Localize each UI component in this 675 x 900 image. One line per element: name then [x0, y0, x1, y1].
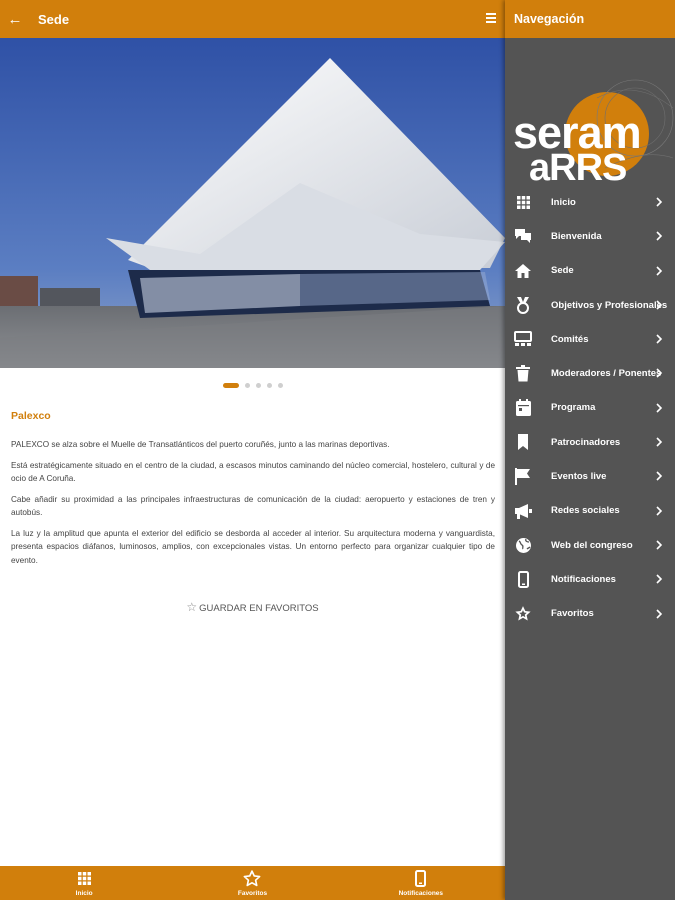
seram-logo: [505, 38, 675, 189]
venue-photo[interactable]: [0, 38, 505, 368]
arrow-left-icon: ←: [7, 10, 23, 28]
nav-item-label: Redes sociales: [551, 505, 620, 517]
description-paragraph: Está estratégicamente situado en el centro de la ciudad, a escasos minutos caminando del núcleo comercial, hostelero, cultural y de ocio de A Coruña.: [11, 460, 495, 483]
nav-item-label: Bienvenida: [551, 230, 602, 242]
venue-description: [11, 410, 495, 574]
venue-title: Palexco: [11, 410, 51, 422]
chevron-right-icon: [653, 608, 665, 620]
nav-item-moderadores[interactable]: [505, 356, 675, 390]
svg-text:aRRS: aRRS: [529, 147, 627, 189]
back-button[interactable]: [1, 0, 29, 38]
nav-item-label: Favoritos: [551, 608, 594, 620]
committee-icon: [513, 329, 533, 349]
nav-item-programa[interactable]: [505, 391, 675, 425]
drawer-menu: [505, 185, 675, 631]
carousel-dot[interactable]: [278, 383, 283, 388]
medal-icon: [513, 295, 533, 315]
chevron-right-icon: [653, 539, 665, 551]
bookmark-icon: [513, 432, 533, 452]
nav-item-label: Sede: [551, 265, 574, 277]
megaphone-icon: [513, 501, 533, 521]
top-app-bar: [0, 0, 505, 38]
chevron-right-icon: [653, 196, 665, 208]
nav-item-notificaciones[interactable]: [505, 562, 675, 596]
chevron-right-icon: [653, 333, 665, 345]
chevron-right-icon: [653, 402, 665, 414]
nav-item-label: Objetivos y Profesionales: [551, 299, 668, 311]
globe-icon: [513, 535, 533, 555]
description-paragraph: La luz y la amplitud que apunta el exterior del edificio se desborda al acceder al interior. Su arquitectura moderna y vanguardista, presenta espacios diáfanos, luminosos, amplios, con excepcionales vistas. Un entorno perfecto para organizar cualquier tipo de evento.: [11, 528, 495, 565]
flag-icon: [513, 467, 533, 487]
chat-icon: [513, 226, 533, 246]
nav-item-bienvenida[interactable]: [505, 219, 675, 253]
star-icon: [513, 604, 533, 624]
page-title: Sede: [38, 11, 70, 27]
nav-item-sede[interactable]: [505, 254, 675, 288]
nav-item-label: Inicio: [551, 196, 576, 208]
carousel-dot[interactable]: [245, 383, 250, 388]
nav-item-web-congreso[interactable]: [505, 528, 675, 562]
calendar-icon: [513, 398, 533, 418]
description-paragraph: PALEXCO se alza sobre el Muelle de Transatlánticos del puerto coruñés, junto a las marinas deportivas.: [11, 440, 390, 449]
description-paragraph: Cabe añadir su proximidad a las principales infraestructuras de comunicación de la ciudad: aeropuerto y estaciones de tren y autobús.: [11, 494, 495, 517]
bottom-nav-label: Favoritos: [237, 889, 268, 897]
trash-icon: [513, 364, 533, 384]
navigation-drawer: [505, 0, 675, 900]
drawer-title: Navegación: [505, 0, 675, 38]
nav-item-patrocinadores[interactable]: [505, 425, 675, 459]
nav-item-favoritos[interactable]: [505, 597, 675, 631]
bottom-nav-label: Notificaciones: [398, 889, 444, 897]
star-outline-icon: ☆: [186, 600, 198, 614]
phone-icon: [415, 870, 426, 888]
chevron-right-icon: [653, 470, 665, 482]
bottom-nav-label: Inicio: [75, 889, 93, 897]
chevron-right-icon: [653, 436, 665, 448]
bottom-nav-notificaciones[interactable]: [337, 866, 505, 900]
chevron-right-icon: [653, 230, 665, 242]
chevron-right-icon: [653, 265, 665, 277]
chevron-right-icon: [653, 299, 665, 311]
bottom-nav-inicio[interactable]: [0, 866, 168, 900]
nav-item-label: Notificaciones: [551, 573, 616, 585]
nav-item-label: Web del congreso: [551, 539, 633, 551]
nav-item-eventos-live[interactable]: [505, 459, 675, 493]
carousel-dot[interactable]: [256, 383, 261, 388]
nav-item-label: Eventos live: [551, 471, 607, 483]
nav-item-label: Programa: [551, 402, 596, 414]
carousel-dot[interactable]: [223, 383, 239, 388]
nav-item-label: Patrocinadores: [551, 436, 621, 448]
nav-item-inicio[interactable]: [505, 185, 675, 219]
nav-item-comites[interactable]: [505, 322, 675, 356]
grid-icon: [513, 192, 533, 212]
star-icon: [243, 870, 261, 888]
save-favorite-label: GUARDAR EN FAVORITOS: [199, 603, 319, 614]
chevron-right-icon: [653, 505, 665, 517]
nav-item-objetivos[interactable]: [505, 288, 675, 322]
svg-text:seram: seram: [513, 107, 641, 158]
menu-icon[interactable]: [486, 13, 496, 23]
nav-item-label: Moderadores / Ponentes: [551, 368, 662, 380]
bottom-nav-favoritos[interactable]: [168, 866, 336, 900]
grid-icon: [78, 870, 91, 888]
nav-item-redes-sociales[interactable]: [505, 494, 675, 528]
bottom-navigation: [0, 866, 505, 900]
carousel-indicator: [0, 383, 505, 388]
home-icon: [513, 261, 533, 281]
chevron-right-icon: [653, 573, 665, 585]
save-favorite-button[interactable]: [0, 600, 505, 614]
chevron-right-icon: [653, 367, 665, 379]
phone-icon: [513, 569, 533, 589]
carousel-dot[interactable]: [267, 383, 272, 388]
nav-item-label: Comités: [551, 333, 589, 345]
